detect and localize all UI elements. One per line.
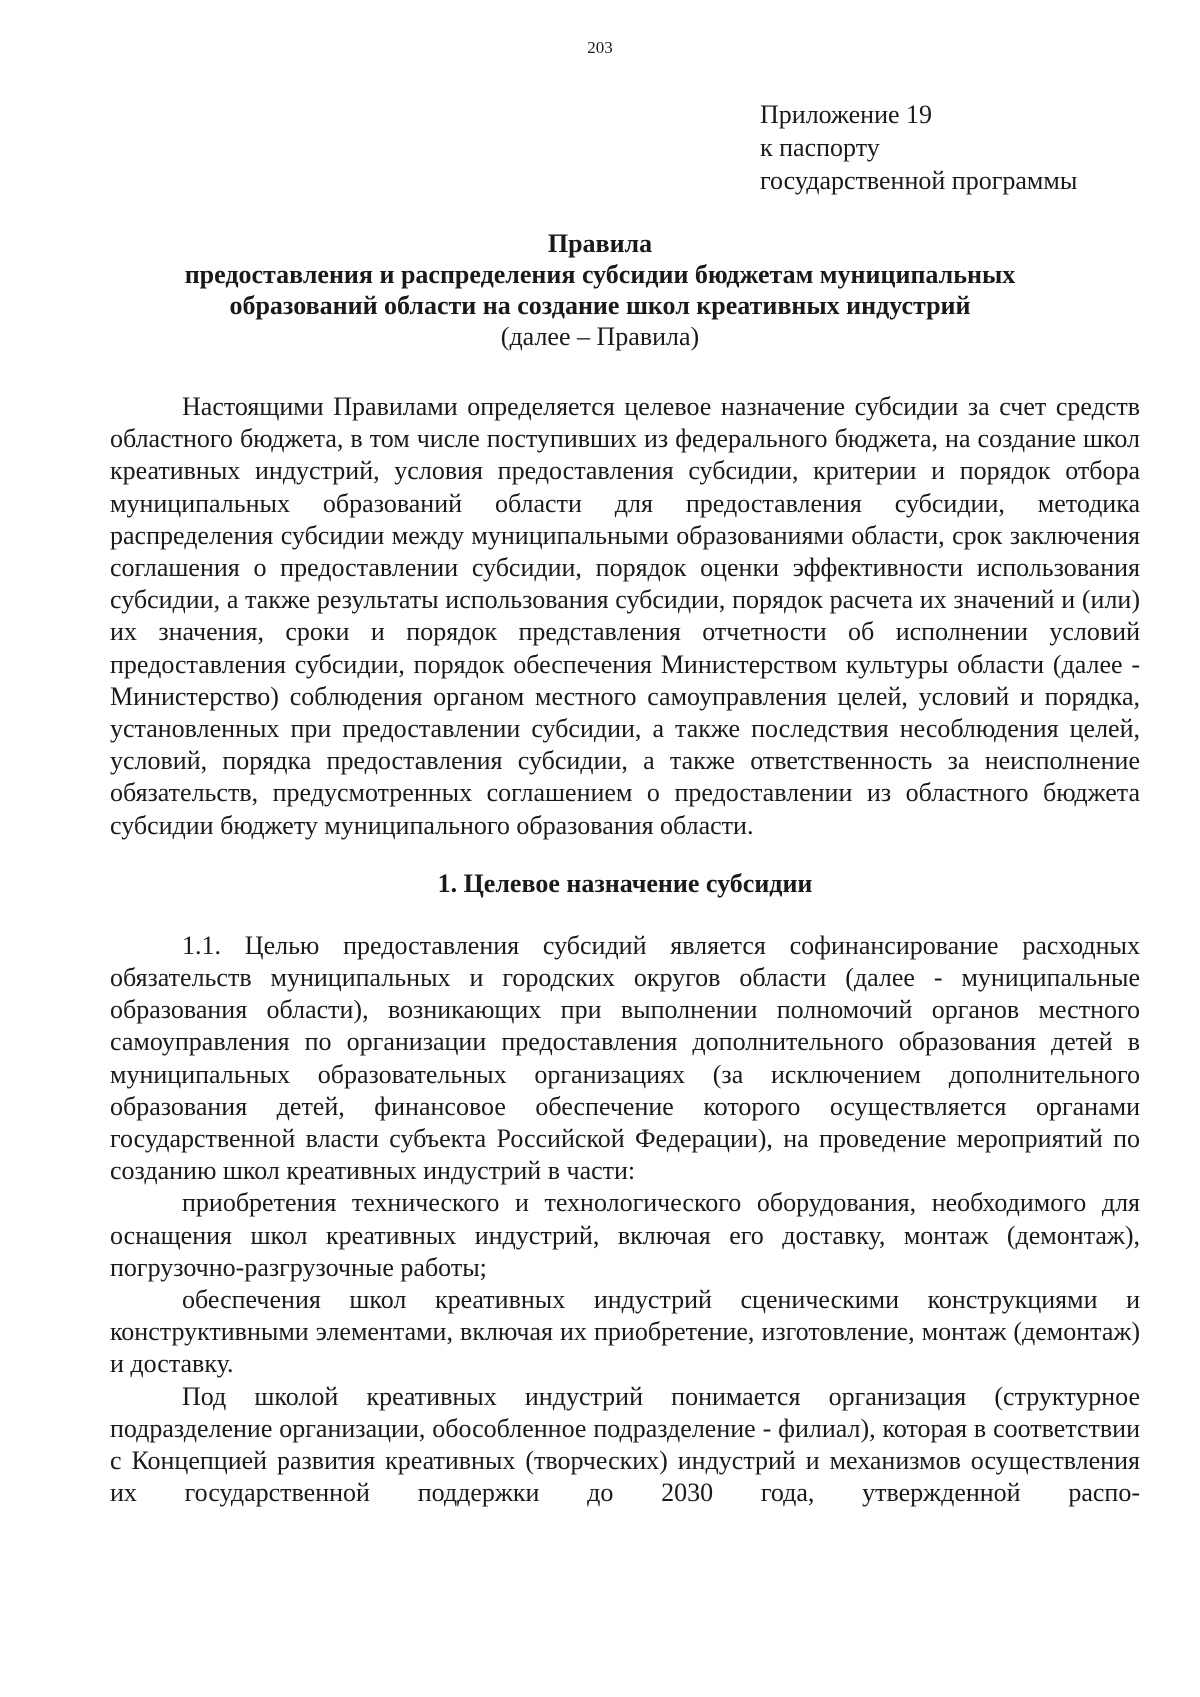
- title-subheading-line-1: предоставления и распределения субсидии бюджетам муниципальных: [184, 260, 1016, 289]
- appendix-line-1: Приложение 19: [760, 100, 933, 129]
- section-1-paragraph-4: Под школой креативных индустрий понимается организация (структурное подразделение организации, обособленное подразделение - филиал), которая в соответствии с Концепцией развития креативных (творческих) индустрий и механизмов осуществления их государственной поддержки до 2030 года, утвержденной распо-: [110, 1381, 1140, 1508]
- title-abbreviation: (далее – Правила): [500, 322, 700, 351]
- section-1-paragraph-3: обеспечения школ креативных индустрий сценическими конструкциями и конструктивными элементами, включая их приобретение, изготовление, монтаж (демонтаж) и доставку.: [110, 1285, 1140, 1379]
- section-1-paragraph-2: приобретения технического и технологического оборудования, необходимого для оснащения школ креативных индустрий, включая его доставку, монтаж (демонтаж), погрузочно-разгрузочные работы;: [110, 1188, 1140, 1282]
- appendix-line-3: государственной программы: [760, 166, 1078, 195]
- appendix-reference: [760, 98, 1160, 197]
- section-1-heading: 1. Целевое назначение субсидии: [437, 868, 813, 898]
- page-number: 203: [587, 38, 613, 57]
- title-subheading-line-2: образований области на создание школ креативных индустрий: [229, 291, 971, 320]
- title-heading: Правила: [547, 229, 653, 258]
- section-1-paragraph-1: 1.1. Целью предоставления субсидий является софинансирование расходных обязательств муниципальных и городских округов области (далее - муниципальные образования области), возникающих при выполнении полномочий органов местного самоуправления по организации предоставления дополнительного образования детей в муниципальных образовательных организациях (за исключением дополнительного образования детей, финансовое обеспечение которого осуществляется органами государственной власти субъекта Российской Федерации), на проведение мероприятий по созданию школ креативных индустрий в части:: [110, 930, 1140, 1186]
- document-title: [0, 228, 1200, 352]
- intro-paragraph: Настоящими Правилами определяется целевое назначение субсидии за счет средств областного бюджета, в том числе поступивших из федерального бюджета, на создание школ креативных индустрий, условия предоставления субсидии, критерии и порядок отбора муниципальных образований области для предоставления субсидии, методика распределения субсидии между муниципальными образованиями области, срок заключения соглашения о предоставлении субсидии, порядок оценки эффективности использования субсидии, а также результаты использования субсидии, порядок расчета их значений и (или) их значения, сроки и порядок представления отчетности об исполнении условий предоставления субсидии, порядок обеспечения Министерством культуры области (далее - Министерство) соблюдения органом местного самоуправления целей, условий и порядка, установленных при предоставлении субсидии, а также последствия несоблюдения целей, условий, порядка предоставления субсидии, а также ответственность за неисполнение обязательств, предусмотренных соглашением о предоставлении из областного бюджета субсидии бюджету муниципального образования области.: [110, 392, 1140, 840]
- appendix-line-2: к паспорту: [760, 133, 880, 162]
- document-body: [110, 391, 1140, 1510]
